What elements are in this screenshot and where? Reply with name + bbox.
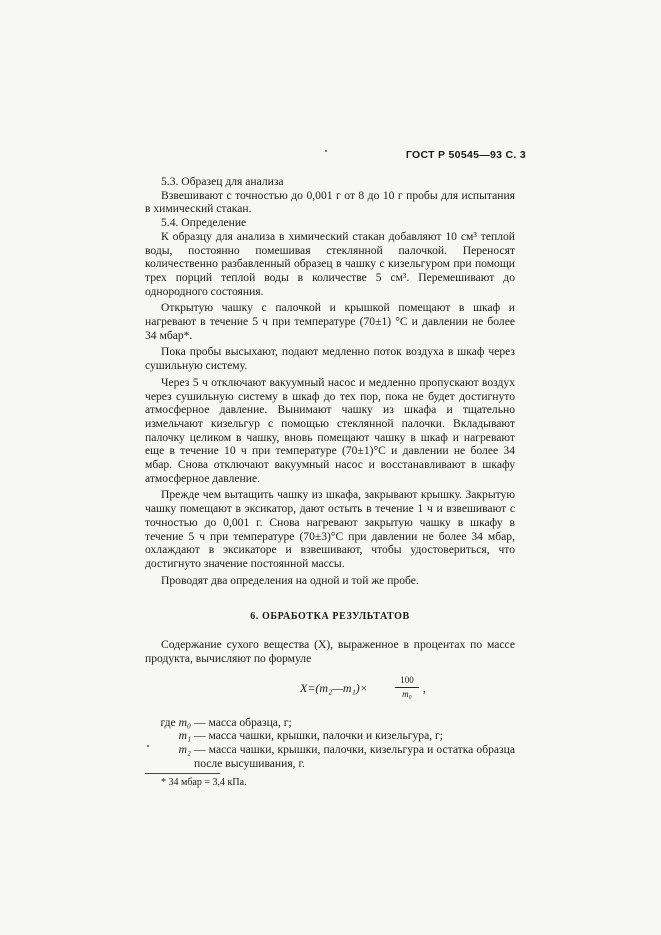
section-5-3-text: Взвешивают с точностью до 0,001 г от 8 до 10 г пробы для испытания в химический стакан. — [145, 188, 515, 216]
paragraph-1: К образцу для анализа в химический стакан добавляют 10 см³ теплой воды, постоянно помешивая стеклянной палочкой. Переносят количественно разбавленный образец в чашку с кизельгуром при помощи трех порций теплой воды в количестве 5 см³. Перемешивают до однородного состояния. — [145, 229, 515, 298]
formula — [195, 674, 515, 704]
formula-numerator: 100 — [395, 674, 419, 689]
page-header: ГОСТ Р 50545—93 С. 3 — [405, 149, 526, 161]
formula-end: , — [423, 680, 426, 695]
document-body — [145, 175, 515, 790]
formula-denominator: m₀ — [402, 689, 412, 700]
where-item — [145, 729, 515, 743]
scan-speck — [325, 150, 327, 152]
footnote: * 34 мбар = 3,4 кПа. — [161, 777, 247, 789]
section-6-text: Содержание сухого вещества (X), выраженное в процентах по массе продукта, вычисляют по формуле — [145, 638, 515, 665]
footnote-rule — [145, 773, 220, 774]
formula-main: X=(m₂—m₁)× — [300, 680, 368, 695]
section-6-title: 6. ОБРАБОТКА РЕЗУЛЬТАТОВ — [250, 611, 410, 623]
where-symbol: m₂ — [178, 742, 191, 756]
where-list — [145, 716, 515, 771]
paragraph-3: Пока пробы высыхают, подают медленно поток воздуха в шкаф через сушильную систему. — [145, 345, 515, 373]
where-text: — масса чашки, крышки, палочки и кизельгура, г; — [194, 729, 443, 743]
where-text: — масса чашки, крышки, палочки, кизельгура и остатка образца после высушивания, г. — [194, 742, 515, 770]
where-item — [145, 743, 515, 770]
formula-fraction — [395, 674, 419, 702]
paragraph-4: Через 5 ч отключают вакуумный насос и медленно пропускают воздух через сушильную систему в шкаф до тех пор, пока не будет достигнуто атмосферное давление. Вынимают чашку из шкафа и тщательно измельчают кизельгур с помощью стеклянной палочки. Вкладывают палочку целиком в чашку, вновь помещают чашку в шкаф и нагревают еще в течение 10 ч при температуре (70±1)°С и давлении не более 34 мбар. Снова отключают вакуумный насос и восстанавливают в шкафу атмосферное давление. — [145, 375, 515, 485]
section-5-4-title: 5.4. Определение — [161, 216, 247, 230]
where-symbol: где m₀ — [160, 715, 191, 729]
where-symbol: m₁ — [178, 729, 191, 743]
where-text: — масса образца, г; — [194, 715, 292, 729]
paragraph-6: Проводят два определения на одной и той же пробе. — [161, 573, 419, 587]
where-item — [145, 716, 515, 730]
section-5-3-title: 5.3. Образец для анализа — [161, 175, 284, 188]
paragraph-2: Открытую чашку с палочкой и крышкой помещают в шкаф и нагревают в течение 5 ч при температуре (70±1) °С и давлении не более 34 мбар*. — [145, 301, 515, 342]
paragraph-5: Прежде чем вытащить чашку из шкафа, закрывают крышку. Закрытую чашку помещают в эксикатор, дают остыть в течение 1 ч и взвешивают с точностью до 0,001 г. Снова нагревают закрытую чашку в шкафу в течение 5 ч при температуре (70±3)°С при давлении не более 34 мбар, охлаждают в эксикаторе и взвешивают, чтобы удостовериться, что достигнуто значение постоянной массы. — [145, 488, 515, 570]
